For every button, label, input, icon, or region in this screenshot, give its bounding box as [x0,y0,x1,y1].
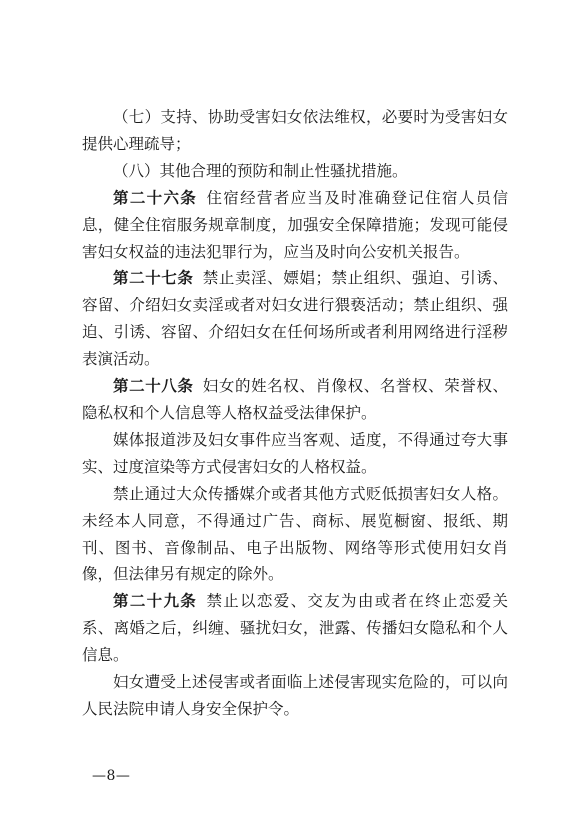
article-heading: 第二十七条 [113,269,194,288]
paragraph-text: 妇女遭受上述侵害或者面临上述侵害现实危险的，可以向人民法院申请人身安全保护令。 [82,673,508,718]
article-27 [82,265,508,373]
paragraph-text: 禁止通过大众传播媒介或者其他方式贬低损害妇女人格。未经本人同意，不得通过广告、商标、展览橱窗、报纸、期刊、图书、音像制品、电子出版物、网络等形式使用妇女肖像，但法律另有规定的除外。 [82,484,508,584]
paragraph-text: 禁止以恋爱、交友为由或者在终止恋爱关系、离婚之后，纠缠、骚扰妇女，泄露、传播妇女隐私和个人信息。 [82,592,508,665]
paragraph-text: 媒体报道涉及妇女事件应当客观、适度，不得通过夸大事实、过度渲染等方式侵害妇女的人格权益。 [82,430,508,476]
paragraph-text: （七）支持、协助受害妇女依法维权，必要时为受害妇女提供心理疏导； [82,108,508,153]
article-heading: 第二十八条 [113,377,194,396]
paragraph-8 [82,158,508,185]
document-body [82,104,508,723]
article-heading: 第二十六条 [113,188,198,207]
paragraph-text: （八）其他合理的预防和制止性骚扰措施。 [113,161,408,180]
article-28-paragraph-3 [82,481,508,589]
page-number: —8— [92,768,131,784]
paragraph-text: 禁止卖淫、嫖娼；禁止组织、强迫、引诱、容留、介绍妇女卖淫或者对妇女进行猥亵活动；禁止组织、强迫、引诱、容留、介绍妇女在任何场所或者利用网络进行淫秽表演活动。 [82,269,508,369]
article-26 [82,185,508,266]
article-28-paragraph-2 [82,427,508,481]
article-29 [82,588,508,669]
article-heading: 第二十九条 [113,592,198,611]
paragraph-text: 住宿经营者应当及时准确登记住宿人员信息，健全住宿服务规章制度，加强安全保障措施；发现可能侵害妇女权益的违法犯罪行为，应当及时向公安机关报告。 [82,188,508,261]
article-29-paragraph-2 [82,669,508,723]
paragraph-text: 妇女的姓名权、肖像权、名誉权、荣誉权、隐私权和个人信息等人格权益受法律保护。 [82,377,508,422]
paragraph-7 [82,104,508,158]
article-28 [82,373,508,427]
